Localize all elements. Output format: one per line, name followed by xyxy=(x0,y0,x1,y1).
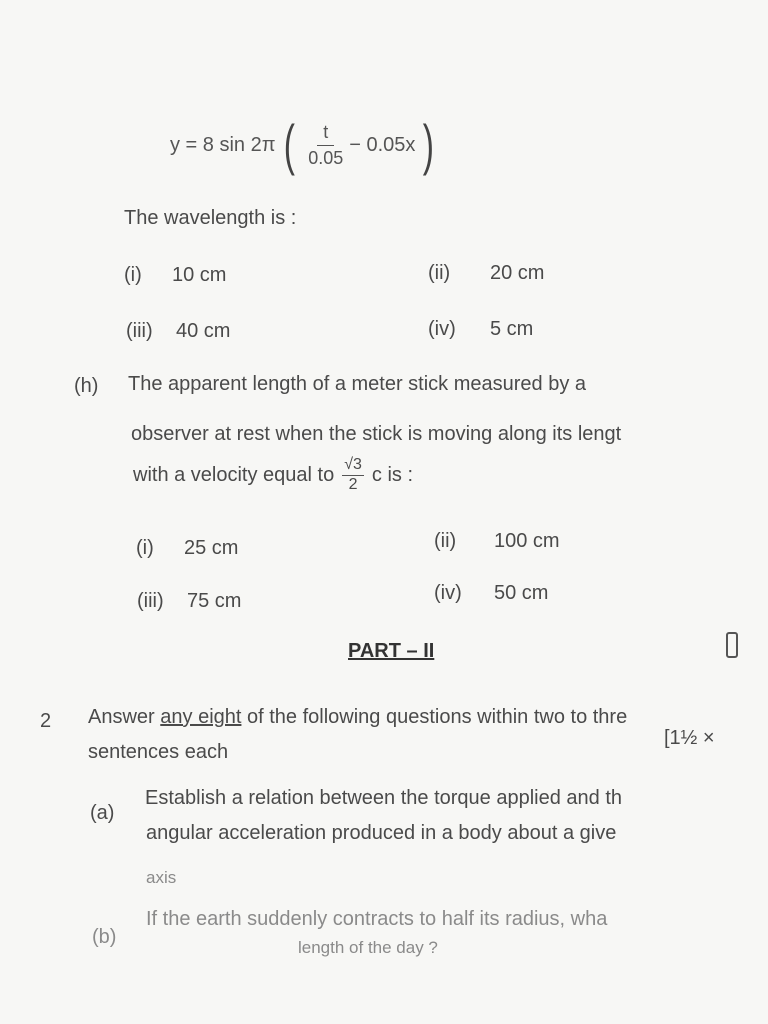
option-label: (iii) xyxy=(126,320,153,342)
q2a-label: (a) xyxy=(90,802,115,824)
wave-equation xyxy=(170,110,442,180)
question-h-label: (h) xyxy=(74,375,99,397)
q2a-line1: Establish a relation between the torque applied and th xyxy=(145,787,623,809)
left-paren: ( xyxy=(283,113,295,176)
equation-tail: − 0.05x xyxy=(349,133,416,156)
question-g-stem: The wavelength is : xyxy=(124,207,297,229)
option-h-iv xyxy=(434,582,548,605)
option-h-ii xyxy=(434,530,560,553)
q2-post: of the following questions within two to thre xyxy=(247,706,628,728)
q2-pre: Answer xyxy=(88,706,155,728)
q2b-line2: length of the day ? xyxy=(298,938,438,957)
q2b-label: (b) xyxy=(92,926,117,948)
question-h-line1: The apparent length of a meter stick measured by a xyxy=(128,373,587,395)
option-label: (iv) xyxy=(434,582,462,604)
q2a-line3: axis xyxy=(146,868,177,887)
question-2-line2: sentences each xyxy=(88,741,229,763)
question-2-marks: [1½ × xyxy=(664,727,715,749)
question-2-number: 2 xyxy=(40,710,52,732)
option-value: 10 cm xyxy=(172,264,227,286)
option-g-iii xyxy=(126,320,230,343)
line3-post: c is : xyxy=(371,463,414,486)
question-h-line2: observer at rest when the stick is moving along its lengt xyxy=(131,423,622,445)
fraction-denominator: 0.05 xyxy=(308,147,344,168)
right-paren: ) xyxy=(423,113,435,176)
option-h-iii xyxy=(137,590,241,613)
part-title: PART – II xyxy=(348,640,435,662)
option-value: 5 cm xyxy=(490,318,534,340)
q2b-line1: If the earth suddenly contracts to half its radius, wha xyxy=(146,908,608,930)
equation-lhs: y = 8 sin 2π xyxy=(170,133,276,156)
option-g-i xyxy=(124,264,226,287)
option-value: 75 cm xyxy=(187,590,242,612)
option-label: (ii) xyxy=(434,530,457,552)
line3-pre: with a velocity equal to xyxy=(133,463,335,486)
option-label: (ii) xyxy=(428,262,451,284)
option-label: (iv) xyxy=(428,318,456,340)
fraction-numerator: t xyxy=(317,122,334,146)
option-value: 25 cm xyxy=(184,537,239,559)
fraction-denominator: 2 xyxy=(348,476,358,493)
option-g-iv xyxy=(428,318,533,341)
option-h-i xyxy=(136,537,238,560)
equation-fraction xyxy=(308,122,343,169)
option-label: (iii) xyxy=(137,590,164,612)
q2a-line2: angular acceleration produced in a body about a give xyxy=(146,822,617,844)
option-label: (i) xyxy=(124,264,142,286)
question-h-line3 xyxy=(133,456,413,494)
option-value: 20 cm xyxy=(490,262,545,284)
option-value: 50 cm xyxy=(494,582,549,604)
option-g-ii xyxy=(428,262,544,285)
question-2-line1 xyxy=(88,706,627,729)
option-value: 40 cm xyxy=(176,320,231,342)
option-value: 100 cm xyxy=(494,530,560,552)
velocity-fraction xyxy=(342,456,364,494)
option-label: (i) xyxy=(136,537,154,559)
cropped-glyph-icon xyxy=(726,632,738,658)
fraction-numerator: √3 xyxy=(342,456,364,476)
q2-underlined: any eight xyxy=(160,706,242,728)
